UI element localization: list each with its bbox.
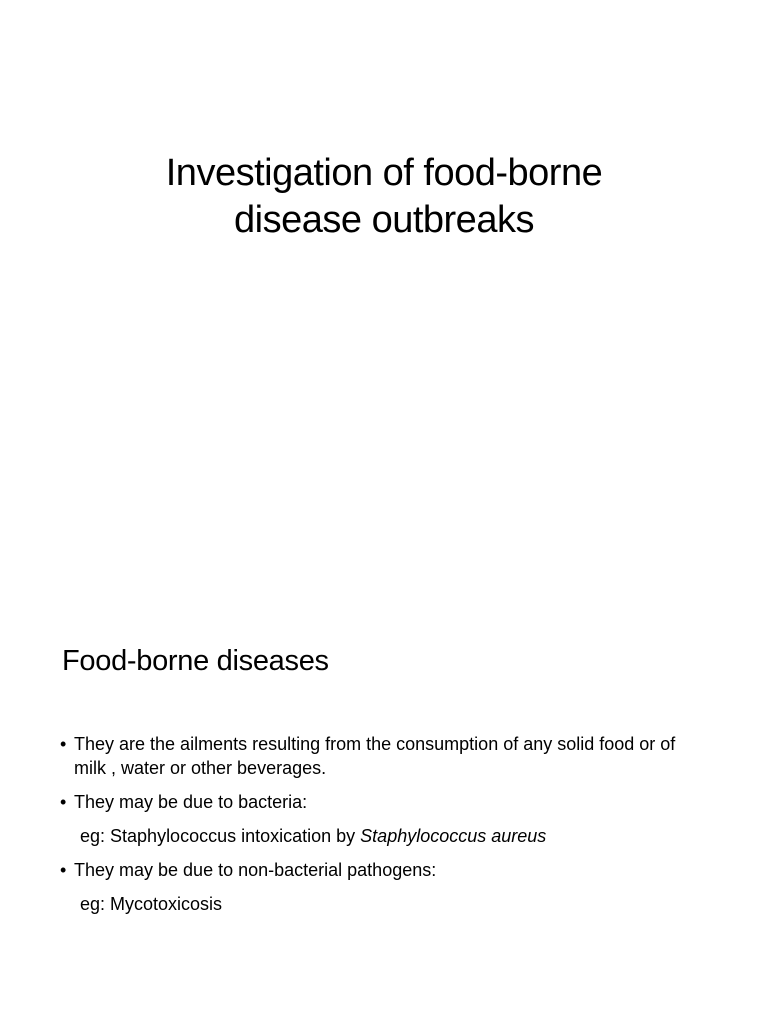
bullet-marker: • bbox=[60, 792, 67, 812]
slide-title-text bbox=[0, 150, 768, 244]
bullet-text: They are the ailments resulting from the consumption of any solid food or of milk , water or other beverages. bbox=[74, 734, 676, 778]
title-line-2: disease outbreaks bbox=[234, 199, 534, 241]
bullet-marker: • bbox=[60, 860, 67, 880]
example-line bbox=[60, 892, 710, 916]
example-line bbox=[60, 824, 710, 848]
example-organism: Staphylococcus aureus bbox=[360, 826, 547, 846]
bullet-text: They may be due to non-bacterial pathogens: bbox=[74, 860, 437, 880]
bullet-text: They may be due to bacteria: bbox=[74, 792, 308, 812]
bullet-list bbox=[60, 732, 710, 926]
title-line-1: Investigation of food-borne bbox=[165, 152, 603, 194]
bullet-item bbox=[60, 790, 710, 814]
bullet-item bbox=[60, 858, 710, 882]
bullet-marker: • bbox=[60, 734, 67, 754]
example-text: eg: Mycotoxicosis bbox=[80, 894, 223, 914]
slide-food-borne-diseases bbox=[0, 512, 768, 1024]
bullet-item bbox=[60, 732, 710, 780]
example-text: eg: Staphylococcus intoxication by bbox=[80, 826, 361, 846]
slide-heading: Food-borne diseases bbox=[62, 645, 329, 677]
